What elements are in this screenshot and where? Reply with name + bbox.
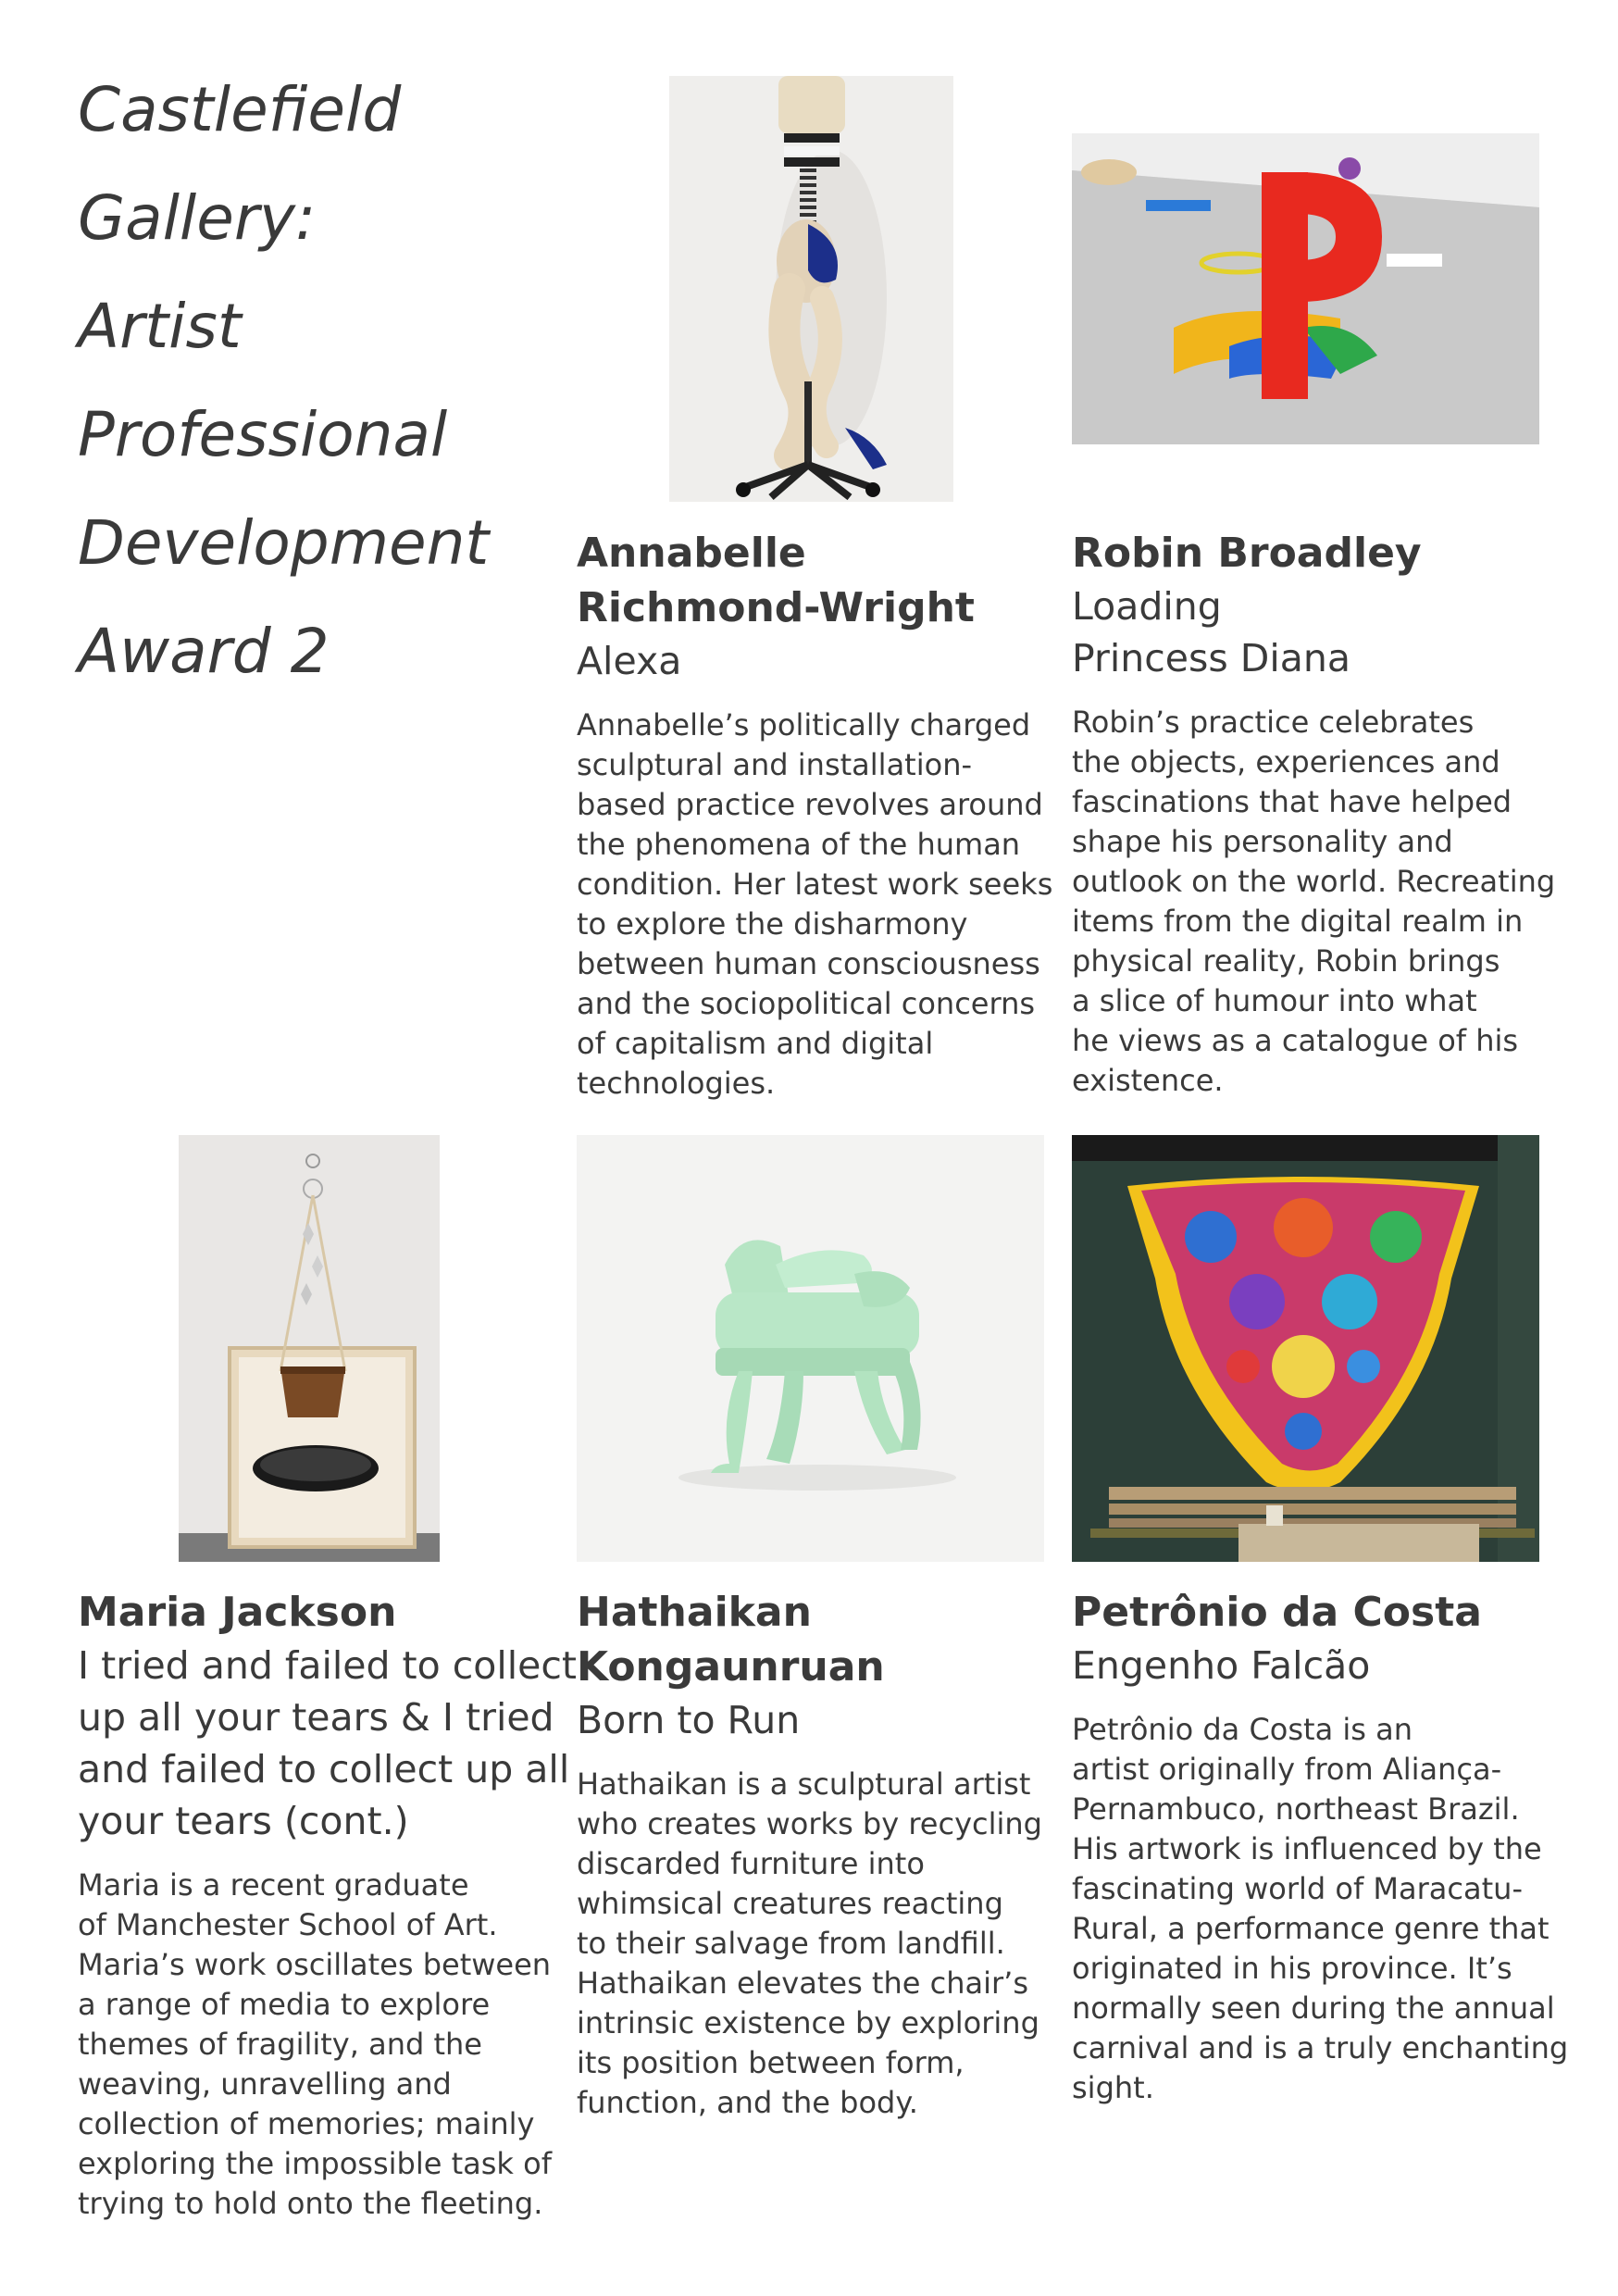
artist-description	[577, 1765, 1058, 2123]
artwork-title	[78, 1640, 577, 1847]
description-line: originated in his province. It’s	[1072, 1951, 1512, 1986]
description-line: Maria’s work oscillates between	[78, 1947, 552, 1982]
description-line: outlook on the world. Recreating	[1072, 864, 1556, 899]
description-line: based practice revolves around	[577, 787, 1043, 822]
description-line: Robin’s practice celebrates	[1072, 705, 1475, 740]
artist-card-hathaikan	[577, 1585, 1058, 2123]
title-line: Gallery:	[78, 182, 317, 254]
artwork-title	[1072, 1640, 1553, 1691]
artist-name	[577, 1585, 1058, 1694]
artist-description	[1072, 703, 1556, 1101]
title-line: Development	[78, 507, 490, 579]
description-line: who creates works by recycling	[577, 1806, 1042, 1841]
artist-card-annabelle	[577, 526, 1058, 1104]
description-line: Pernambuco, northeast Brazil.	[1072, 1791, 1520, 1827]
description-line: and the sociopolitical concerns	[577, 986, 1036, 1021]
description-line: Hathaikan elevates the chair’s	[577, 1965, 1028, 2001]
description-line: of capitalism and digital	[577, 1026, 934, 1061]
description-line: weaving, unravelling and	[78, 2066, 452, 2102]
description-line: of Manchester School of Art.	[78, 1907, 498, 1942]
description-line: sight.	[1072, 2070, 1154, 2105]
artwork-image-loading	[1072, 133, 1539, 444]
artwork-title-line: Born to Run	[577, 1698, 801, 1742]
artist-card-maria	[78, 1585, 577, 2224]
description-line: a range of media to explore	[78, 1987, 491, 2022]
artist-name-line: Hathaikan	[577, 1589, 812, 1636]
artwork-title	[1072, 580, 1553, 684]
description-line: its position between form,	[577, 2045, 965, 2080]
artwork-image-born-to-run	[577, 1135, 1044, 1562]
artist-name	[78, 1585, 559, 1640]
bucket-installation-icon	[179, 1135, 440, 1562]
description-line: existence.	[1072, 1063, 1224, 1098]
artist-card-robin	[1072, 526, 1556, 1101]
title-line: Award 2	[78, 616, 330, 687]
description-line: between human consciousness	[577, 946, 1040, 981]
logo-sculpture-icon	[1072, 133, 1539, 444]
description-line: carnival and is a truly enchanting	[1072, 2030, 1569, 2065]
title-line: Professional	[78, 399, 448, 470]
description-line: themes of fragility, and the	[78, 2027, 482, 2062]
description-line: items from the digital realm in	[1072, 904, 1524, 939]
description-line: technologies.	[577, 1066, 776, 1101]
description-line: shape his personality and	[1072, 824, 1453, 859]
description-line: discarded furniture into	[577, 1846, 925, 1881]
artwork-title-line: your tears (cont.)	[78, 1799, 409, 1843]
artist-name	[577, 526, 1058, 635]
description-line: collection of memories; mainly	[78, 2106, 535, 2141]
description-line: whimsical creatures reacting	[577, 1886, 1003, 1921]
title-line: Castlefield	[78, 74, 402, 145]
artwork-title	[577, 635, 1058, 687]
artist-name-line: Petrônio da Costa	[1072, 1589, 1482, 1636]
artwork-title-line: I tried and failed to collect	[78, 1643, 577, 1688]
description-line: the objects, experiences and	[1072, 744, 1500, 780]
artist-name-line: Annabelle	[577, 530, 806, 577]
artist-description	[1072, 1710, 1569, 2108]
artist-name	[1072, 1585, 1553, 1640]
artwork-image-alexa	[669, 76, 953, 502]
description-line: physical reality, Robin brings	[1072, 943, 1500, 979]
description-line: exploring the impossible task of	[78, 2146, 552, 2181]
artwork-title-line: and failed to collect up all	[78, 1747, 570, 1791]
description-line: fascinating world of Maracatu-	[1072, 1871, 1523, 1906]
description-line: fascinations that have helped	[1072, 784, 1512, 819]
artist-description	[577, 705, 1058, 1104]
description-line: trying to hold onto the fleeting.	[78, 2186, 543, 2221]
chair-creature-icon	[577, 1135, 1044, 1562]
artist-card-petronio	[1072, 1585, 1569, 2108]
artwork-image-engenho-falcao	[1072, 1135, 1539, 1562]
description-line: the phenomena of the human	[577, 827, 1021, 862]
description-line: to explore the disharmony	[577, 906, 968, 942]
description-line: artist originally from Aliança-	[1072, 1752, 1502, 1787]
artwork-title-line: up all your tears & I tried	[78, 1695, 554, 1740]
description-line: normally seen during the annual	[1072, 1990, 1555, 2026]
description-line: a slice of humour into what	[1072, 983, 1477, 1018]
description-line: Annabelle’s politically charged	[577, 707, 1031, 742]
embroidered-cape-icon	[1072, 1135, 1539, 1562]
page-title	[78, 56, 559, 705]
artist-name-line: Kongaunruan	[577, 1643, 885, 1691]
artwork-title-line: Alexa	[577, 639, 682, 683]
artist-name-line: Richmond-Wright	[577, 584, 975, 631]
description-line: condition. Her latest work seeks	[577, 867, 1053, 902]
artwork-title-line: Engenho Falcão	[1072, 1643, 1371, 1688]
description-line: function, and the body.	[577, 2085, 918, 2120]
artist-name	[1072, 526, 1553, 580]
description-line: sculptural and installation-	[577, 747, 973, 782]
description-line: His artwork is influenced by the	[1072, 1831, 1542, 1866]
description-line: Petrônio da Costa is an	[1072, 1712, 1413, 1747]
description-line: he views as a catalogue of his	[1072, 1023, 1519, 1058]
title-line: Artist	[78, 291, 242, 362]
description-line: Rural, a performance genre that	[1072, 1911, 1550, 1946]
sculpture-figure-icon	[669, 76, 953, 502]
description-line: to their salvage from landfill.	[577, 1926, 1005, 1961]
description-line: Hathaikan is a sculptural artist	[577, 1766, 1031, 1802]
description-line: intrinsic existence by exploring	[577, 2005, 1039, 2040]
artist-name-line: Robin Broadley	[1072, 530, 1422, 577]
artwork-title-line: Loading	[1072, 584, 1222, 629]
artist-name-line: Maria Jackson	[78, 1589, 397, 1636]
artwork-image-tears	[179, 1135, 440, 1562]
artist-description	[78, 1866, 559, 2224]
artwork-title-line: Princess Diana	[1072, 636, 1350, 680]
description-line: Maria is a recent graduate	[78, 1867, 469, 1903]
artwork-title	[577, 1694, 1058, 1746]
